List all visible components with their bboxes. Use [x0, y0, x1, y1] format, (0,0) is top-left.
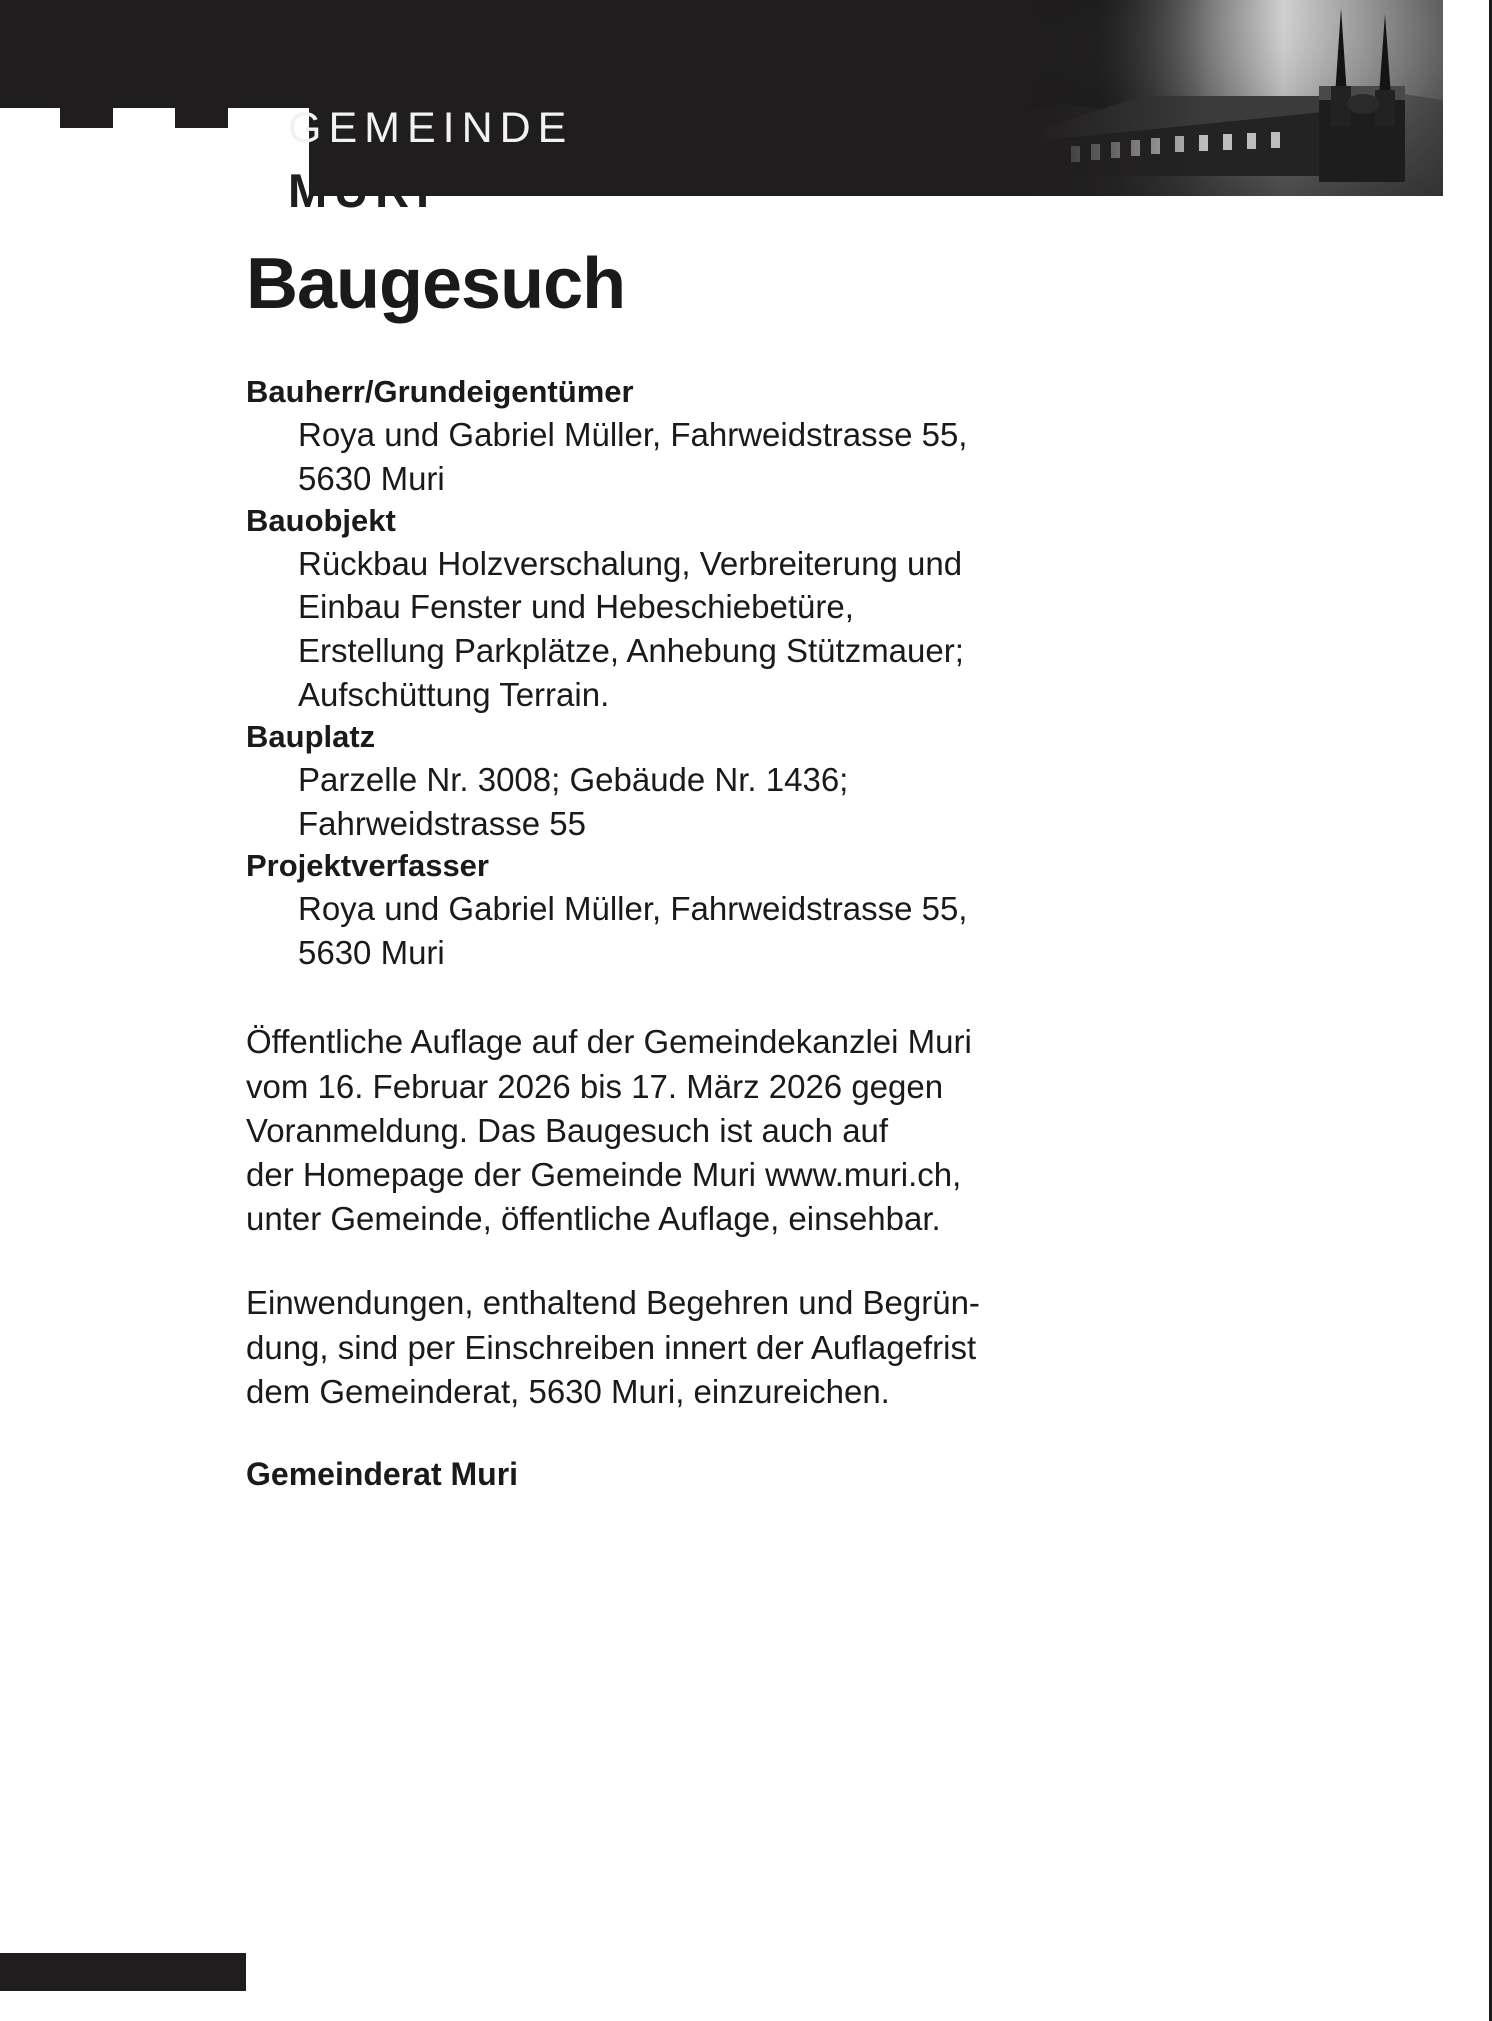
spacer: [246, 1414, 1146, 1454]
objection-notice: [246, 1281, 1146, 1414]
notice-line: Voranmeldung. Das Baugesuch ist auch auf: [246, 1111, 889, 1149]
field-value-line: Rückbau Holzverschalung, Verbreiterung und: [298, 544, 963, 582]
field-bauherr: [246, 372, 1146, 501]
field-value-line: Roya und Gabriel Müller, Fahrweidstrasse 55,: [298, 889, 968, 927]
field-label: Bauobjekt: [246, 502, 396, 538]
page-title: Baugesuch: [246, 244, 626, 324]
muri-monastery-church-photo: [1023, 0, 1443, 196]
field-value-line: Parzelle Nr. 3008; Gebäude Nr. 1436;: [298, 760, 849, 798]
header-gemeinde-label: GEMEINDE: [288, 104, 574, 152]
field-value: [298, 542, 1146, 718]
field-value-line: 5630 Muri: [298, 933, 445, 971]
public-display-notice: [246, 1020, 1146, 1241]
objection-line: Einwendungen, enthaltend Begehren und Begrün-: [246, 1284, 980, 1322]
document-body: [246, 244, 1146, 1496]
header-muri-label: MURI: [288, 164, 437, 217]
field-value-line: Erstellung Parkplätze, Anhebung Stützmauer;: [298, 632, 964, 670]
field-bauobjekt: [246, 501, 1146, 717]
signature-authority: Gemeinderat Muri: [246, 1456, 519, 1493]
field-value-line: Fahrweidstrasse 55: [298, 804, 586, 842]
spacer: [246, 1241, 1146, 1281]
field-value-line: Aufschüttung Terrain.: [298, 676, 610, 714]
notice-line: der Homepage der Gemeinde Muri www.muri.ch,: [246, 1156, 962, 1194]
field-label: Bauplatz: [246, 719, 376, 755]
field-value-line: Einbau Fenster und Hebeschiebetüre,: [298, 588, 854, 626]
field-value-line: Roya und Gabriel Müller, Fahrweidstrasse 55,: [298, 415, 968, 453]
header-left-white-block: [0, 196, 309, 228]
municipality-header: [0, 0, 1443, 228]
notice-line: unter Gemeinde, öffentliche Auflage, einsehbar.: [246, 1200, 941, 1238]
spacer: [246, 974, 1146, 1020]
field-bauplatz: [246, 717, 1146, 846]
notice-line: Öffentliche Auflage auf der Gemeindekanzlei Muri: [246, 1023, 972, 1061]
field-value-line: 5630 Muri: [298, 459, 445, 497]
objection-line: dung, sind per Einschreiben innert der Auflagefrist: [246, 1328, 977, 1366]
field-value: [298, 887, 1146, 975]
objection-line: dem Gemeinderat, 5630 Muri, einzureichen.: [246, 1372, 890, 1410]
field-value: [298, 758, 1146, 846]
battlement-notch-2: [113, 108, 175, 132]
field-value: [298, 413, 1146, 501]
notice-line: vom 16. Februar 2026 bis 17. März 2026 gegen: [246, 1067, 944, 1105]
field-projektverfasser: [246, 846, 1146, 975]
castle-battlement-icon: [0, 128, 309, 196]
battlement-notch-1: [0, 108, 60, 132]
footer-black-bar: [0, 1953, 246, 1991]
field-label: Projektverfasser: [246, 847, 489, 883]
field-label: Bauherr/Grundeigentümer: [246, 374, 634, 409]
